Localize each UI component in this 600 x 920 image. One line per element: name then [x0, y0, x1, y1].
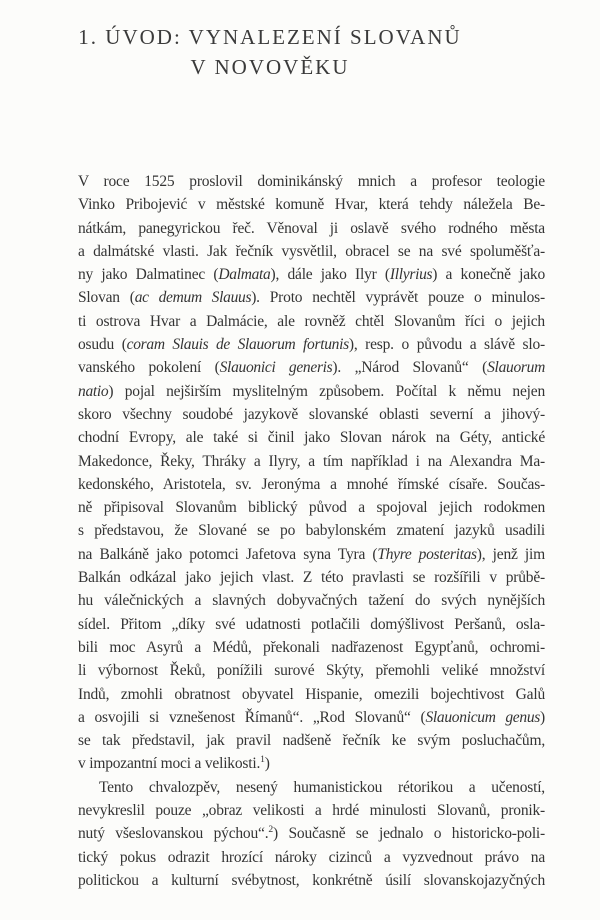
text-line [78, 776, 545, 799]
text-line [78, 589, 545, 612]
text-line [78, 333, 545, 356]
footnote-marker: 2 [268, 824, 273, 836]
text-run: v impozantní moci a velikosti. [78, 755, 261, 773]
text-line [78, 193, 545, 216]
text-line [78, 217, 545, 240]
text-line [78, 822, 545, 845]
text-run: ) [264, 755, 270, 773]
text-run: nutý všeslovanskou pýchou“. [78, 825, 269, 843]
text-run: ) pojal nejširším myslitelným způsobem. Počítal k němu nejen [108, 382, 545, 400]
paragraph [78, 170, 545, 776]
text-line [78, 729, 545, 752]
latin-phrase: Illyrius [389, 266, 433, 284]
text-run: nevykreslil pouze „obraz velikosti a hrdé minulosti Slovanů, pronik- [78, 802, 545, 820]
text-line [78, 543, 545, 566]
text-run: ). „Národ Slovanů“ ( [332, 359, 488, 377]
text-line [78, 706, 545, 729]
text-run: Tento chvalozpěv, nesený humanistickou rétorikou a učeností, [99, 778, 545, 796]
text-run: ny jako Dalmatinec ( [78, 266, 219, 284]
text-run: ) Současně se jednalo o historicko-poli- [273, 825, 545, 843]
text-line [78, 380, 545, 403]
text-run: vanského pokolení ( [78, 359, 220, 377]
text-line [78, 473, 545, 496]
text-run: ), resp. o původu a slávě slo- [348, 336, 545, 354]
chapter-title [0, 22, 540, 82]
footnote-marker: 1 [260, 754, 265, 766]
text-line [78, 426, 545, 449]
text-line [78, 263, 545, 286]
text-line [78, 566, 545, 589]
latin-phrase: Slauonici generis [219, 359, 333, 377]
text-line [78, 310, 545, 333]
text-run: V roce 1525 proslovil dominikánský mnich a profesor teologie [78, 173, 545, 190]
latin-phrase: natio [78, 382, 109, 400]
text-run: ti ostrova Hvar a Dalmácie, ale rovněž chtěl Slovanům říci o jejich [78, 312, 545, 330]
text-run: a dalmátské vlasti. Jak řečník vysvětlil, obracel se na své spoluměšťa- [78, 242, 545, 260]
text-run: sídel. Přitom „díky své udatnosti potlačili domýšlivost Peršanů, osla- [78, 615, 545, 633]
latin-phrase: Slauonicum genus [425, 708, 541, 726]
text-line [78, 869, 545, 892]
text-line [78, 240, 545, 263]
paragraph [78, 776, 545, 892]
text-run: ) [540, 708, 545, 726]
text-run: skoro všechny soudobé jazykově slovanské oblasti severní a jihový- [78, 405, 545, 423]
text-run: hu válečnických a slavných dobyvačných tažení do svých nynějších [78, 592, 545, 610]
text-line [78, 286, 545, 309]
chapter-title-line1: 1. ÚVOD: VYNALEZENÍ SLOVANŮ [78, 25, 462, 49]
text-run: a osvojili si vznešenost Římanů“. „Rod Slovanů“ ( [78, 708, 426, 726]
latin-phrase: coram Slauis de Slauorum fortunis [126, 336, 349, 354]
text-line [78, 613, 545, 636]
text-line [78, 683, 545, 706]
text-run: Vinko Pribojević v městské komuně Hvar, která tehdy náležela Be- [78, 196, 545, 214]
text-line [78, 356, 545, 379]
text-run: na Balkáně jako potomci Jafetova syna Tyra ( [78, 545, 378, 563]
text-line [78, 636, 545, 659]
text-line [78, 170, 545, 193]
latin-phrase: Thyre posteritas [377, 545, 477, 563]
text-line [78, 450, 545, 473]
text-run: osudu ( [78, 336, 127, 354]
text-run: politickou a kulturní svébytnost, konkrétně úsilí slovanskojazyčných [78, 871, 545, 889]
text-line [78, 752, 545, 775]
text-line [78, 403, 545, 426]
text-line [78, 519, 545, 542]
text-line [78, 496, 545, 519]
text-run: ), dále jako Ilyr ( [270, 266, 390, 284]
text-run: ně připisoval Slovanům biblický původ a spojoval jejich rodokmen [78, 499, 545, 517]
body-text [78, 170, 545, 892]
text-run: bili moc Asyrů a Médů, překonali nadřazenost Egypťanů, ochromi- [78, 638, 545, 656]
text-run: chodní Evropy, ale také si činil jako Slovan nárok na Géty, antické [78, 429, 545, 447]
latin-phrase: Slauorum [487, 359, 545, 377]
text-run: Balkán odkázal jako jejich vlast. Z této pravlasti se rozšířili v průbě- [78, 569, 545, 587]
text-line [78, 659, 545, 682]
latin-phrase: Dalmata [218, 266, 271, 284]
text-run: Makedonce, Řeky, Thráky a Ilyry, a tím například i na Alexandra Ma- [78, 452, 545, 470]
text-run: tický pokus odrazit hrozící nároky cizinců a vyzvednout právo na [78, 848, 545, 866]
chapter-title-line2: V NOVOVĚKU [190, 55, 350, 79]
text-run: nátkám, panegyrickou řeč. Věnoval ji oslavě svého rodného města [78, 219, 545, 237]
text-run: li výbornost Řeků, ponížili surové Skýty, přemohli veliké množství [78, 662, 545, 680]
text-run: ). Proto nechtěl vyprávět pouze o minulos- [251, 289, 545, 307]
text-run: s představou, že Slované se po babylonském zmatení jazyků usadili [78, 522, 545, 540]
text-run: Indů, zmohli obratnost obyvatel Hispanie, omezili bojechtivost Galů [78, 685, 545, 703]
text-run: ), jenž jim [476, 545, 545, 563]
text-run: ) a konečně jako [432, 266, 545, 284]
text-run: se tak představil, jak pravil nadšeně řečník ke svým posluchačům, [78, 732, 545, 750]
text-run: kedonského, Aristotela, sv. Jeronýma a mnohé římské císaře. Součas- [78, 475, 545, 493]
text-line [78, 799, 545, 822]
text-run: Slovan ( [78, 289, 135, 307]
latin-phrase: ac demum Slauus [134, 289, 252, 307]
text-line [78, 846, 545, 869]
